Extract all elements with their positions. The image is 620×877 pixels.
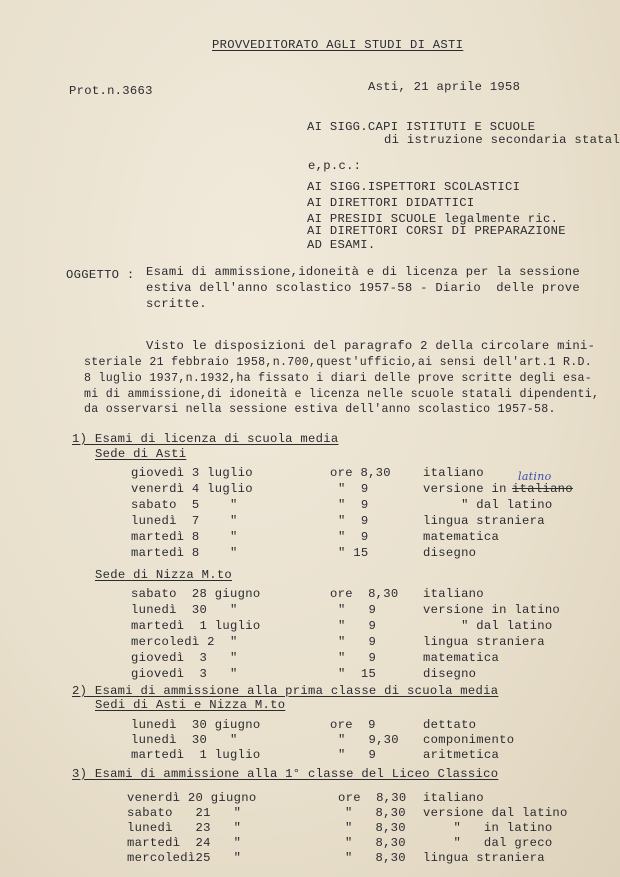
exam-day: lunedì 30 " <box>131 603 238 617</box>
exam-time: " 9 <box>338 498 369 512</box>
exam-subject: versione in <box>423 482 507 496</box>
exam-time: " 9 <box>338 482 369 496</box>
exam-day: sabato 21 " <box>127 806 242 820</box>
subject-line: scritte. <box>146 297 207 311</box>
exam-subject: italiano <box>423 587 484 601</box>
exam-time: " 9 <box>338 603 377 617</box>
sede-asti-label: Sede di Asti <box>95 447 187 461</box>
exam-time: " 9 <box>338 530 369 544</box>
exam-time: " 8,30 <box>345 821 406 835</box>
exam-day: giovedì 3 luglio <box>131 466 253 480</box>
exam-subject: matematica <box>423 530 500 544</box>
exam-day: giovedì 3 " <box>131 667 238 681</box>
exam-day: martedì 8 " <box>131 530 238 544</box>
exam-time: " 9 <box>338 651 377 665</box>
body-line: da osservarsi nella sessione estiva dell'anno scolastico 1957-58. <box>84 403 556 416</box>
exam-subject: lingua straniera <box>423 635 545 649</box>
body-line: Visto le disposizioni del paragrafo 2 della circolare mini- <box>146 339 596 353</box>
place-date: Asti, 21 aprile 1958 <box>368 80 521 94</box>
subject-line: estiva dell'anno scolastico 1957-58 - Diario delle prove <box>146 281 580 295</box>
handwritten-correction: latino <box>518 470 552 483</box>
exam-subject: dettato <box>423 718 477 732</box>
exam-day: venerdì 20 giugno <box>127 791 257 805</box>
epc-label: e,p.c.: <box>308 159 362 173</box>
exam-time: " 8,30 <box>345 851 406 865</box>
struck-word: italiano <box>512 482 573 496</box>
exam-time: " 9 <box>338 635 377 649</box>
exam-day: mercoledì 2 " <box>131 635 238 649</box>
exam-day: venerdì 4 luglio <box>131 482 253 496</box>
exam-time: " 9,30 <box>338 733 399 747</box>
exam-subject: " dal greco <box>423 836 553 850</box>
exam-day: martedì 24 " <box>127 836 242 850</box>
exam-subject: italiano <box>423 791 484 805</box>
recipient-line-2: di istruzione secondaria statal <box>384 133 620 147</box>
body-line: mi di ammissione,di idoneità e licenza nelle scuole statali dipendenti, <box>84 388 600 401</box>
cc-recipient: AI DIRETTORI DIDATTICI <box>307 196 475 210</box>
exam-subject: componimento <box>423 733 515 747</box>
exam-time: " 9 <box>338 748 377 762</box>
section-2-title: 2) Esami di ammissione alla prima classe di scuola media <box>72 684 499 698</box>
exam-day: mercoledì25 " <box>127 851 242 865</box>
exam-subject: matematica <box>423 651 500 665</box>
exam-subject: lingua straniera <box>423 851 545 865</box>
exam-day: lunedì 23 " <box>127 821 242 835</box>
exam-time: " 15 <box>338 667 377 681</box>
exam-day: lunedì 30 giugno <box>131 718 261 732</box>
subject-label: OGGETTO : <box>66 268 135 282</box>
exam-subject: disegno <box>423 546 477 560</box>
exam-time: ore 8,30 <box>330 466 391 480</box>
exam-day: martedì 1 luglio <box>131 748 261 762</box>
exam-time: ore 8,30 <box>338 791 407 805</box>
exam-subject: aritmetica <box>423 748 500 762</box>
exam-day: sabato 28 giugno <box>131 587 261 601</box>
exam-day: sabato 5 " <box>131 498 238 512</box>
sede-nizza-label: Sede di Nizza M.to <box>95 568 233 582</box>
section-1-title: 1) Esami di licenza di scuola media <box>72 432 339 446</box>
exam-time: ore 9 <box>330 718 376 732</box>
subject-line: Esami di ammissione,idoneità e di licenza per la sessione <box>146 265 580 279</box>
cc-recipient: AI SIGG.ISPETTORI SCOLASTICI <box>307 180 521 194</box>
protocol-number: Prot.n.3663 <box>69 84 153 98</box>
sedi-label: Sedi di Asti e Nizza M.to <box>95 698 286 712</box>
exam-day: martedì 8 " <box>131 546 238 560</box>
exam-subject: versione dal latino <box>423 806 568 820</box>
office-heading: PROVVEDITORATO AGLI STUDI DI ASTI <box>212 38 464 52</box>
exam-subject: " dal latino <box>423 619 553 633</box>
exam-day: martedì 1 luglio <box>131 619 261 633</box>
body-line: 8 luglio 1937,n.1932,ha fissato i diari delle prove scritte degli esa- <box>84 372 593 385</box>
exam-subject: " in latino <box>423 821 553 835</box>
cc-recipient: AI PRESIDI SCUOLE legalmente ric. <box>307 212 559 226</box>
exam-subject: " dal latino <box>423 498 553 512</box>
exam-time: " 9 <box>338 514 369 528</box>
exam-time: " 8,30 <box>345 836 406 850</box>
recipient-line-1: AI SIGG.CAPI ISTITUTI E SCUOLE <box>307 120 536 134</box>
exam-subject: disegno <box>423 667 477 681</box>
exam-subject: lingua straniera <box>423 514 545 528</box>
exam-time: " 8,30 <box>345 806 406 820</box>
exam-subject: versione in latino <box>423 603 561 617</box>
exam-time: ore 8,30 <box>330 587 399 601</box>
exam-day: giovedì 3 " <box>131 651 238 665</box>
exam-subject: italiano <box>423 466 484 480</box>
body-line: steriale 21 febbraio 1958,n.700,quest'ufficio,ai sensi dell'art.1 R.D. <box>84 356 593 369</box>
exam-time: " 9 <box>338 619 377 633</box>
exam-day: lunedì 7 " <box>131 514 238 528</box>
exam-time: " 15 <box>338 546 369 560</box>
exam-day: lunedì 30 " <box>131 733 238 747</box>
cc-recipient: AD ESAMI. <box>307 238 376 252</box>
cc-recipient: AI DIRETTORI CORSI DI PREPARAZIONE <box>307 224 566 238</box>
section-3-title: 3) Esami di ammissione alla 1° classe del Liceo Classico <box>72 767 499 781</box>
